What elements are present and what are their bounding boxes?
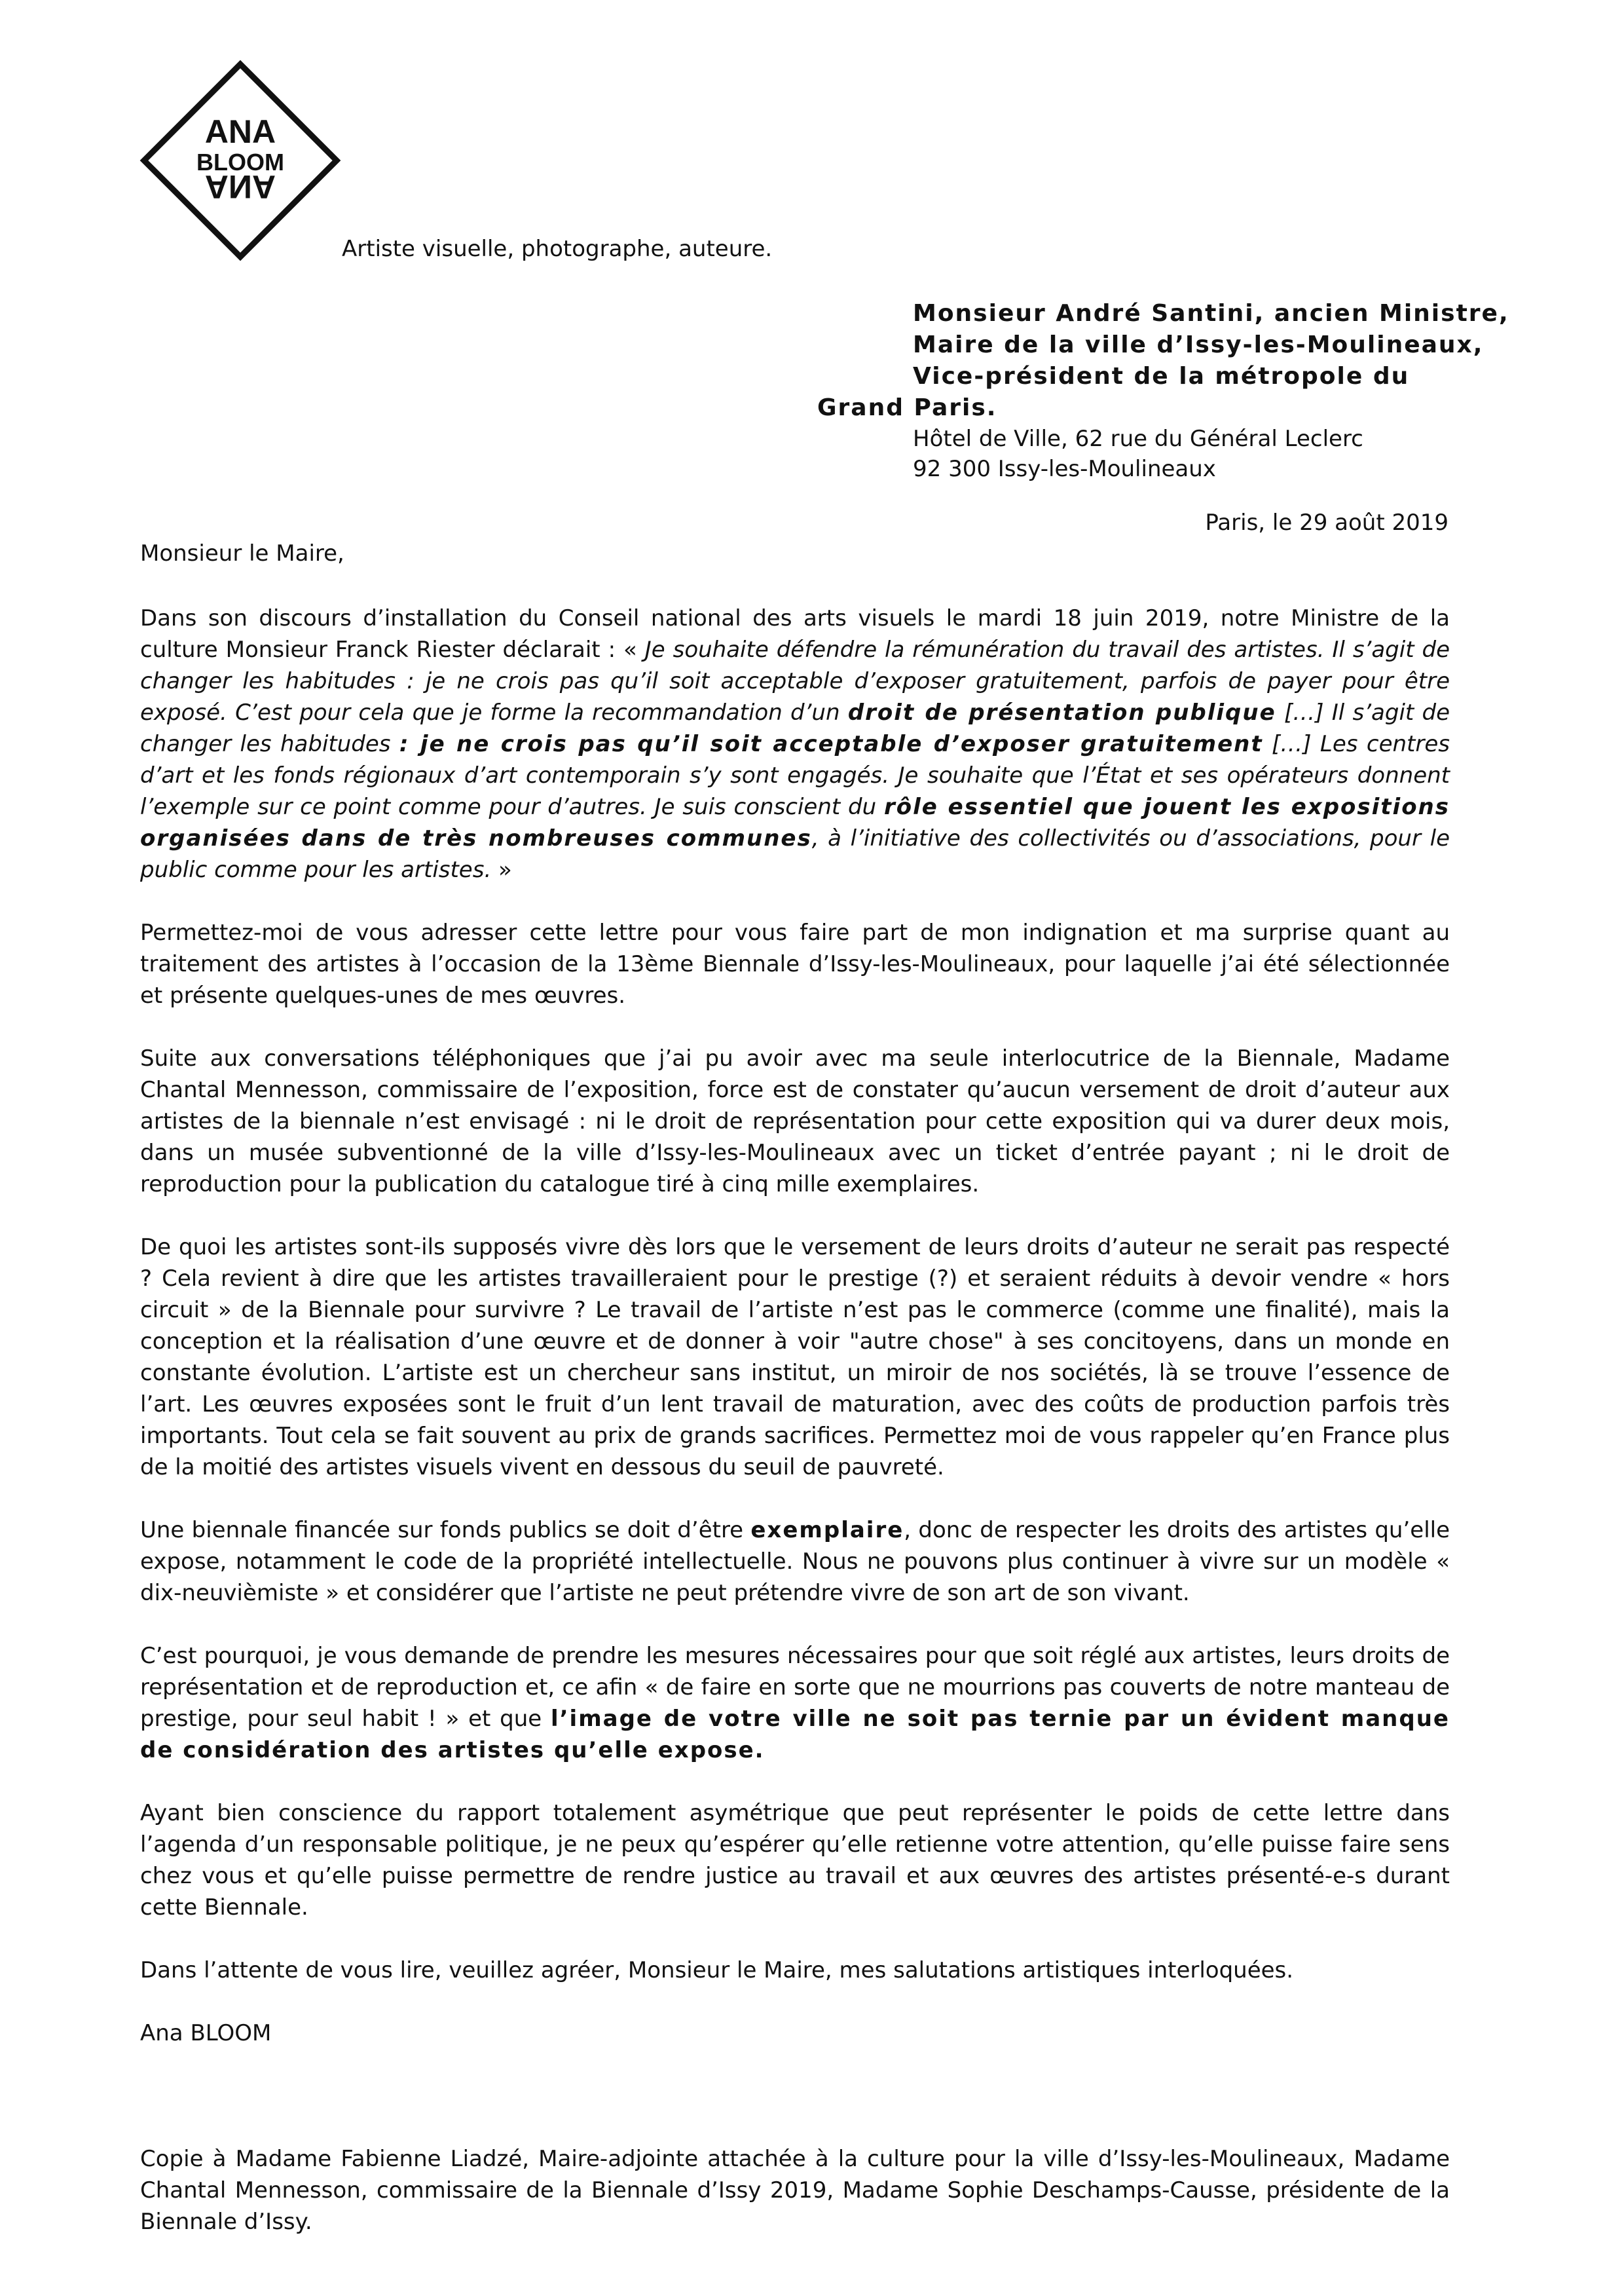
addressee-line-6: 92 300 Issy-les-Moulineaux <box>913 456 1216 482</box>
paragraph-2: Permettez-moi de vous adresser cette lettre pour vous faire part de mon indignation et ma surprise quant au traitement des artistes à l’occasion de la 13ème Biennale d’Issy-les-Moulineaux, pour laquelle j’ai été sélectionnée et présente quelques-unes de mes œuvres. <box>140 920 1450 1009</box>
letter-date: Paris, le 29 août 2019 <box>1205 510 1449 536</box>
addressee-line-2: Maire de la ville d’Issy-les-Moulineaux, <box>913 331 1484 358</box>
ana-bloom-logo <box>139 59 342 262</box>
p6-bold: l’image de votre ville ne soit pas ternie par un évident manque de considération des artistes qu’elle expose. <box>140 1706 1450 1763</box>
p5-text-2: , donc de respecter les droits des artistes qu’elle expose, notamment le code de la propriété intellectuelle. Nous ne pouvons plus continuer à vivre sur un modèle « dix-neuvièmiste » et considérer que l’artiste ne peut prétendre vivre de son art de son vivant. <box>140 1517 1450 1606</box>
paragraph-6 <box>140 1640 1450 1766</box>
p5-bold: exemplaire <box>750 1517 904 1543</box>
p1-quote-1: Je souhaite défendre la rémunération du travail des artistes. Il s’agit de changer les habitudes : je ne crois pas qu’il soit acceptable d’exposer gratuitement, parfois de payer pour être exposé. C’est pour cela que je forme la recommandation d’un <box>140 637 1450 726</box>
p1-quote-bold-2: : je ne crois pas qu’il soit acceptable d’exposer gratuitement <box>399 731 1263 757</box>
addressee-line-4: Grand Paris. <box>817 394 997 421</box>
salutation: Monsieur le Maire, <box>140 540 344 567</box>
copy-recipients: Copie à Madame Fabienne Liadzé, Maire-adjointe attachée à la culture pour la ville d’Issy-les-Moulineaux, Madame Chantal Mennesson, commissaire de la Biennale d’Issy 2019, Madame Sophie Deschamps-Causse, présidente de la Biennale d’Issy. <box>140 2146 1450 2235</box>
p1-close-quote: » <box>491 857 512 883</box>
logo-bottom-mirrored-text: ANA <box>204 168 276 205</box>
p6-text: C’est pourquoi, je vous demande de prendre les mesures nécessaires pour que soit réglé aux artistes, leurs droits de représentation et de reproduction et, ce afin « de faire en sorte que ne mourrions pas couverts de notre manteau de prestige, pour seul habit ! » et que <box>140 1643 1450 1732</box>
paragraph-8: Dans l’attente de vous lire, veuillez agréer, Monsieur le Maire, mes salutations artistiques interloquées. <box>140 1957 1294 1983</box>
p1-quote-3: […] Les centres d’art et les fonds régionaux d’art contemporain s’y sont engagés. Je souhaite que l’État et ses opérateurs donnent l’exemple sur ce point comme pour d’autres. Je suis conscient du <box>140 731 1450 820</box>
p1-quote-4: , à l’initiative des collectivités ou d’associations, pour le public comme pour les artistes. <box>140 825 1450 883</box>
signature: Ana BLOOM <box>140 2020 272 2046</box>
paragraph-7: Ayant bien conscience du rapport totalement asymétrique que peut représenter le poids de cette lettre dans l’agenda d’un responsable politique, je ne peux qu’espérer qu’elle retienne votre attention, qu’elle puisse faire sens chez vous et qu’elle puisse permettre de rendre justice au travail et aux œuvres des artistes présenté-e-s durant cette Biennale. <box>140 1800 1450 1921</box>
p5-text-1: Une biennale financée sur fonds publics se doit d’être <box>140 1517 751 1543</box>
p1-quote-bold-3: rôle essentiel que jouent les expositions organisées dans de très nombreuses communes <box>140 794 1450 852</box>
paragraph-1 <box>140 603 1450 886</box>
p1-quote-2: […] Il s’agit de changer les habitudes <box>140 700 1450 757</box>
paragraph-5 <box>140 1514 1450 1609</box>
tagline: Artiste visuelle, photographe, auteure. <box>342 236 773 262</box>
p1-quote-bold-1: droit de présentation publique <box>847 700 1276 726</box>
paragraph-4: De quoi les artistes sont-ils supposés vivre dès lors que le versement de leurs droits d’auteur ne serait pas respecté ? Cela revient à dire que les artistes travailleraient pour le prestige (?) et seraient réduits à devoir vendre « hors circuit » de la Biennale pour survivre ? Le travail de l’artiste n’est pas le commerce (comme une finalité), mais la conception et la réalisation d’une œuvre et de donner à voir "autre chose" à ses concitoyens, dans un monde en constante évolution. L’artiste est un chercheur sans institut, un miroir de nos sociétés, là se trouve l’essence de l’art. Les œuvres exposées sont le fruit d’un lent travail de maturation, avec des coûts de production parfois très importants. Tout cela se fait souvent au prix de grands sacrifices. Permettez moi de vous rappeler qu’en France plus de la moitié des artistes visuels vivent en dessous du seuil de pauvreté. <box>140 1234 1450 1480</box>
addressee-block <box>817 298 1509 484</box>
p1-intro: Dans son discours d’installation du Conseil national des arts visuels le mardi 18 juin 2019, notre Ministre de la culture Monsieur Franck Riester déclarait : « <box>140 605 1450 663</box>
addressee-line-1: Monsieur André Santini, ancien Ministre, <box>913 300 1509 327</box>
addressee-line-3: Vice-président de la métropole du <box>913 363 1410 390</box>
letter-body <box>140 603 1450 2269</box>
paragraph-3: Suite aux conversations téléphoniques que j’ai pu avoir avec ma seule interlocutrice de la Biennale, Madame Chantal Mennesson, commissaire de l’exposition, force est de constater qu’aucun versement de droit d’auteur aux artistes de la biennale n’est envisagé : ni le droit de représentation pour cette exposition qui va durer deux mois, dans un musée subventionné de la ville d’Issy-les-Moulineaux avec un ticket d’entrée payant ; ni le droit de reproduction pour la publication du catalogue tiré à cinq mille exemplaires. <box>140 1045 1450 1197</box>
logo-middle-text: BLOOM <box>196 149 284 176</box>
addressee-line-5: Hôtel de Ville, 62 rue du Général Leclerc <box>913 426 1363 452</box>
logo-top-text: ANA <box>204 113 276 150</box>
